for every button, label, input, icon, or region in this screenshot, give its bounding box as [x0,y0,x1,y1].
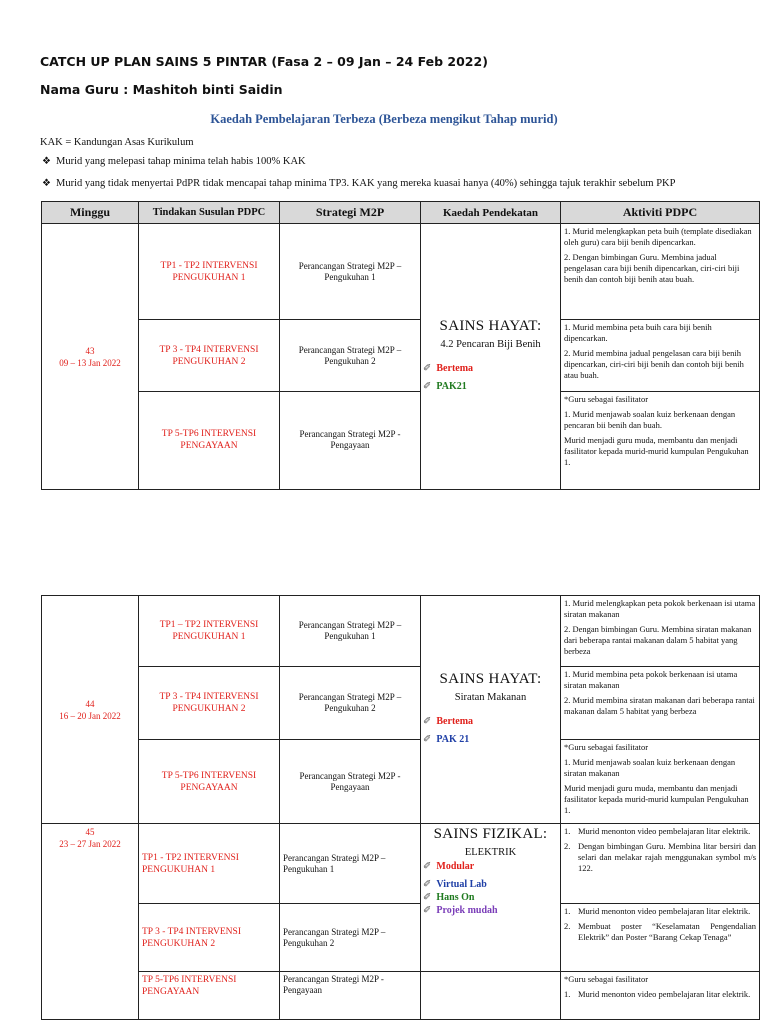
pencil-pointer-icon: ✐ [423,733,432,745]
pencil-pointer-icon: ✐ [423,362,432,374]
kaedah-topic: 4.2 Pencaran Biji Benih [440,338,541,350]
week-cell: 44 16 – 20 Jan 2022 [42,596,139,824]
col-header-tindakan: Tindakan Susulan PDPC [139,202,280,224]
pencil-pointer-icon: ✐ [423,879,432,890]
aktiviti-cell: 1. Murid membina peta pokok berkenaan isi utama siratan makanan 2. Murid membina siratan makanan dari beberapa rantai makanan dalam 5 habitat yang berbeza [561,667,760,740]
tindakan-cell: TP 3 - TP4 INTERVENSI PENGUKUHAN 2 [139,904,280,972]
section-subtitle: Kaedah Pembelajaran Terbeza (Berbeza mengikut Tahap murid) [210,112,558,126]
aktiviti-cell: *Guru sebagai fasilitator 1. Murid menjawab soalan kuiz berkenaan dengan siratan makanan Murid menjadi guru muda, membantu dan menjadi fasilitator kepada murid-murid kumpulan Pengukuhan 1. [561,740,760,824]
strategi-cell: Perancangan Strategi M2P – Pengukuhan 1 [280,224,421,320]
aktiviti-cell: 1. Murid menonton video pembelajaran litar elektrik. 2. Dengan bimbingan Guru. Membina litar bersiri dan selari dan melakar rajah menggunakan symbol m/s 122. [561,824,760,904]
kaedah-title: SAINS HAYAT: [439,317,542,334]
aktiviti-cell: 1. Murid melengkapkan peta pokok berkenaan isi utama siratan makanan 2. Dengan bimbingan Guru. Membina siratan makanan dari beberapa rantai makanan dalam 5 habitat yang berbeza [561,596,760,667]
tag-label: Modular [436,861,475,872]
pencil-pointer-icon: ✐ [423,892,432,903]
table-row [42,596,760,667]
col-header-strategi: Strategi M2P [280,202,421,224]
week-cell: 45 23 – 27 Jan 2022 [42,824,139,1020]
kaedah-cell [421,596,561,824]
col-header-minggu: Minggu [42,202,139,224]
col-header-aktiviti: Aktiviti PDPC [561,202,760,224]
table-row [42,904,760,972]
strategi-cell: Perancangan Strategi M2P – Pengukuhan 2 [280,320,421,391]
tindakan-cell: TP1 - TP2 INTERVENSI PENGUKUHAN 1 [139,824,280,904]
tindakan-cell: TP 5-TP6 INTERVENSI PENGAYAAN [139,972,280,1020]
bullet-item: ❖ Murid yang melepasi tahap minima telah habis 100% KAK [42,156,306,167]
diamond-bullet-icon: ❖ [42,156,51,167]
col-header-kaedah: Kaedah Pendekatan [421,202,561,224]
kaedah-topic: Siratan Makanan [454,691,527,703]
table-row [42,740,760,824]
pencil-pointer-icon: ✐ [423,905,432,916]
kaedah-title: SAINS HAYAT: [439,670,542,687]
kaedah-title: SAINS FIZIKAL: [433,826,548,842]
bullet-item: ❖ Murid yang tidak menyertai PdPR tidak mencapai tahap minima TP3. KAK yang mereka kuasai hanya (40%) sehingga tajuk terakhir sebelum PKP [42,178,676,189]
table-row [42,224,760,320]
aktiviti-cell: *Guru sebagai fasilitator 1. Murid menjawab soalan kuiz berkenaan dengan pencaran bii benih dan buah. Murid menjadi guru muda, membantu dan menjadi fasilitator kepada murid-murid kumpulan Pengukuhan 1. [561,391,760,489]
tag-label: Projek mudah [436,905,498,916]
teacher-name: Nama Guru : Mashitoh binti Saidin [40,82,283,97]
tag-label: Virtual Lab [436,879,487,890]
tindakan-cell: TP 3 - TP4 INTERVENSI PENGUKUHAN 2 [139,320,280,391]
kak-definition: KAK = Kandungan Asas Kurikulum [40,137,194,148]
tindakan-cell: TP 3 - TP4 INTERVENSI PENGUKUHAN 2 [139,667,280,740]
kaedah-cell-empty [421,972,561,1020]
document-title: CATCH UP PLAN SAINS 5 PINTAR (Fasa 2 – 09 Jan – 24 Feb 2022) [40,54,488,69]
strategi-cell: Perancangan Strategi M2P – Pengukuhan 1 [280,824,421,904]
aktiviti-cell: 1. Murid menonton video pembelajaran litar elektrik. 2. Membuat poster “Keselamatan Pengendalian Elektrik” dan Poster “Barang Cekap Tenaga” [561,904,760,972]
aktiviti-cell: 1. Murid melengkapkan peta buih (template disediakan oleh guru) cara biji benih dipencarkan. 2. Dengan bimbingan Guru. Membina jadual pengelasan cara biji benih dipencarkan, ciri-ciri biji benih dan contoh biji benih atau buah. [561,224,760,320]
tindakan-cell: TP 5-TP6 INTERVENSI PENGAYAAN [139,740,280,824]
plan-table-week-43 [41,201,760,490]
tag-label: Bertema [436,362,474,374]
tindakan-cell: TP1 - TP2 INTERVENSI PENGUKUHAN 1 [139,224,280,320]
plan-table-week-44-45 [41,595,760,1020]
strategi-cell: Perancangan Strategi M2P – Pengukuhan 1 [280,596,421,667]
kaedah-topic: ELEKTRIK [464,847,517,858]
strategi-cell: Perancangan Strategi M2P - Pengayaan [280,972,421,1020]
strategi-cell: Perancangan Strategi M2P – Pengukuhan 2 [280,904,421,972]
aktiviti-cell: *Guru sebagai fasilitator 1. Murid menonton video pembelajaran litar elektrik. [561,972,760,1020]
week-cell: 43 09 – 13 Jan 2022 [42,224,139,490]
strategi-cell: Perancangan Strategi M2P - Pengayaan [280,740,421,824]
table-row [42,320,760,391]
tindakan-cell: TP 5-TP6 INTERVENSI PENGAYAAN [139,391,280,489]
pencil-pointer-icon: ✐ [423,380,432,392]
aktiviti-cell: 1. Murid membina peta buih cara biji benih dipencarkan. 2. Murid membina jadual pengelasan cara biji benih dipencarkan, ciri-ciri biji benih dan contoh biji benih atau buah. [561,320,760,391]
table-row [42,972,760,1020]
table-row [42,824,760,904]
strategi-cell: Perancangan Strategi M2P - Pengayaan [280,391,421,489]
kaedah-cell [421,824,561,972]
tag-label: Bertema [436,715,474,727]
table-header-row [42,202,760,224]
strategi-cell: Perancangan Strategi M2P – Pengukuhan 2 [280,667,421,740]
pencil-pointer-icon: ✐ [423,715,432,727]
tag-label: PAK21 [436,380,467,392]
tag-label: Hans On [436,892,475,903]
pencil-pointer-icon: ✐ [423,861,432,872]
tag-label: PAK 21 [436,733,470,745]
tindakan-cell: TP1 – TP2 INTERVENSI PENGUKUHAN 1 [139,596,280,667]
diamond-bullet-icon: ❖ [42,178,51,189]
table-row [42,391,760,489]
kaedah-cell [421,224,561,490]
table-row [42,667,760,740]
